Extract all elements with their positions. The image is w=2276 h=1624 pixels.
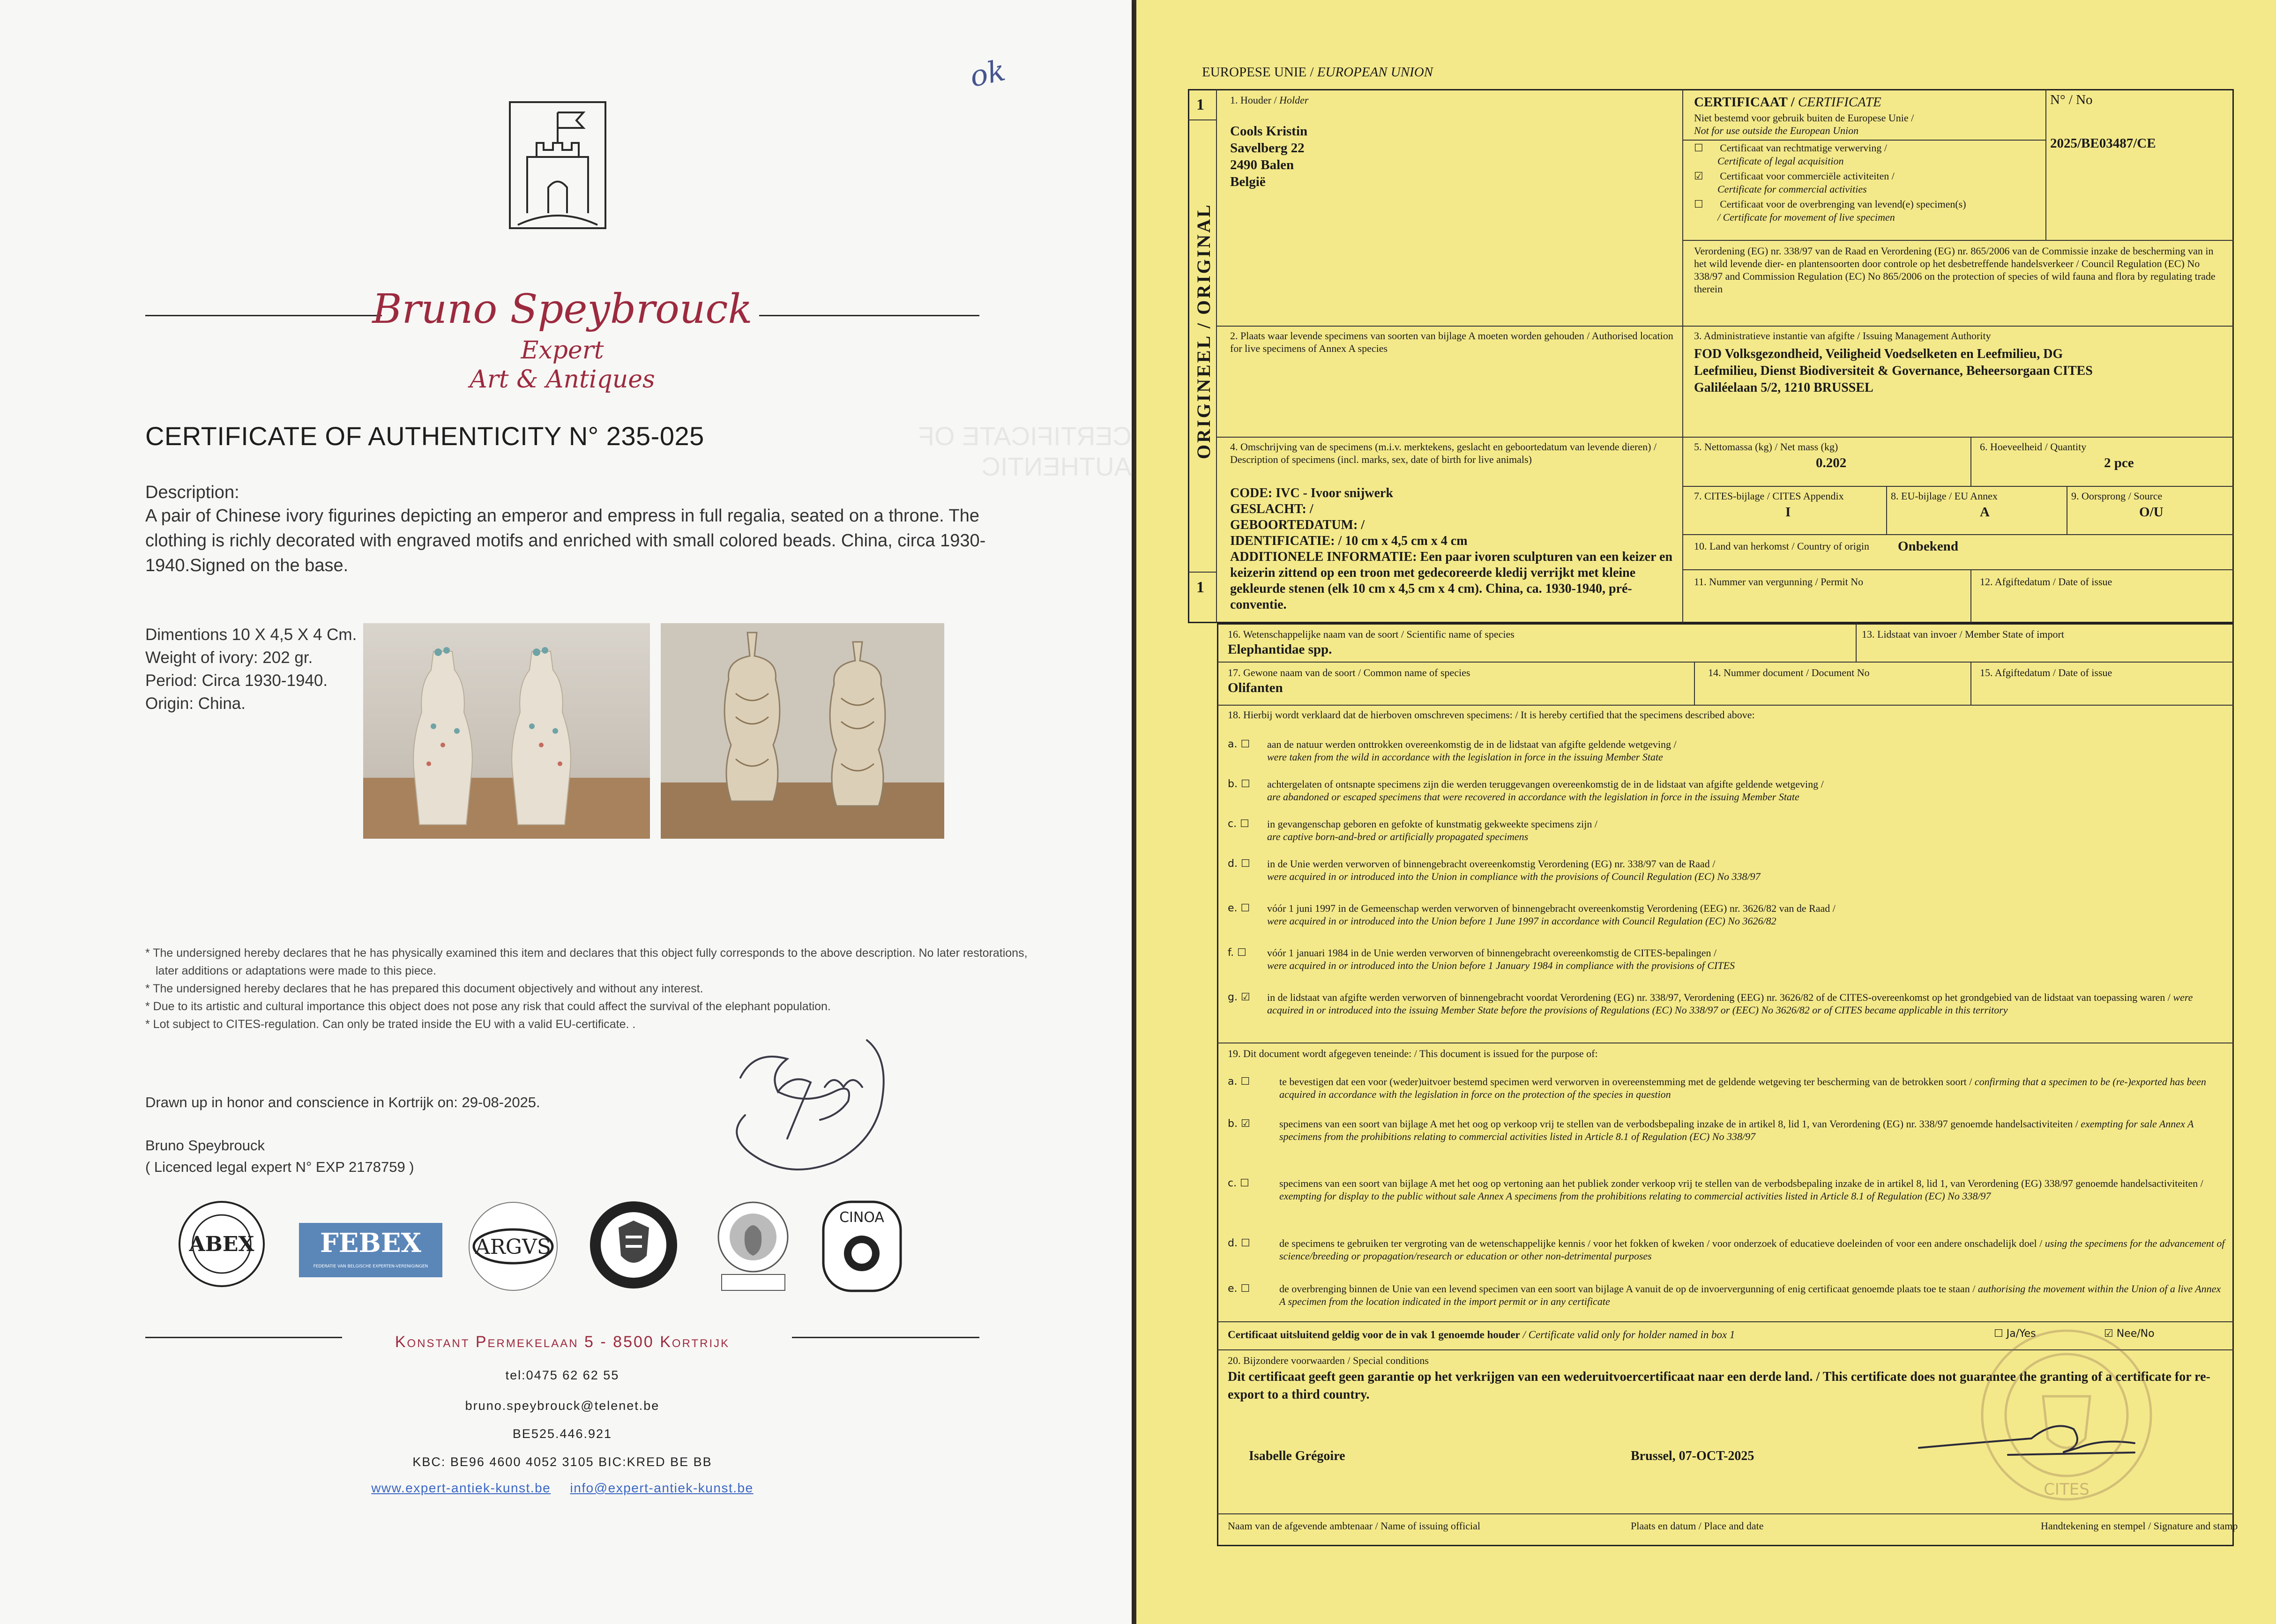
cinoa-logo-icon: [821, 1199, 903, 1293]
box-5-label: 5. Nettomassa (kg) / Net mass (kg): [1694, 441, 1838, 453]
box-18-e-en: were acquired in or introduced into the Union before 1 June 1997 in accordance with Council Regulation (EC) No 3626/82: [1267, 915, 1776, 927]
box-18-a-en: were taken from the wild in accordance with the legislation in force in the issuing Member State: [1267, 751, 1663, 763]
eu-header-nl: EUROPESE UNIE: [1202, 65, 1307, 80]
declaration-3: * Due to its artistic and cultural importance this object does not pose any risk that could affect the survival of the elephant population.: [145, 1000, 831, 1013]
box-17-label: 17. Gewone naam van de soort / Common name of species: [1228, 667, 1470, 678]
holder-street: Savelberg 22: [1230, 141, 1305, 156]
box-number-bottom: 1: [1196, 579, 1204, 596]
svg-text:CINOA: CINOA: [839, 1209, 884, 1226]
abex-logo-icon: [177, 1199, 266, 1289]
holder-label: [1230, 94, 1308, 106]
certificate-of-authenticity: [0, 0, 1132, 1624]
cert-title-rule: [1682, 140, 2045, 141]
box-18-label: 18. Hierbij wordt verklaard dat de hierboven omschreven specimens: / It is hereby certified that the specimens described above:: [1228, 709, 1755, 721]
stamp-bottom-text: CITES: [2044, 1480, 2089, 1499]
sig-label-signature: Handtekening en stempel / Signature and stamp: [2041, 1520, 2238, 1532]
svg-text:FEDERATIE VAN BELGISCHE EXPERT: FEDERATIE VAN BELGISCHE EXPERTEN-VERENIGINGEN: [313, 1264, 428, 1269]
box-11-rule: [1682, 569, 2234, 570]
box-8-label: 8. EU-bijlage / EU Annex: [1891, 490, 1998, 502]
authority-line-1: FOD Volksgezondheid, Veiligheid Voedselketen en Leefmilieu, DG: [1694, 347, 2063, 361]
footer-bank: KBC: BE96 4600 4052 3105 BIC:KRED BE BB: [412, 1455, 712, 1469]
box-18-rule: [1217, 705, 2234, 706]
issuing-official-name: Isabelle Grégoire: [1249, 1449, 1345, 1463]
box-3-label: 3. Administratieve instantie van afgifte / Issuing Management Authority: [1694, 330, 1991, 342]
cert-option-1: [1694, 142, 1887, 167]
brand-subtitle-art: Art & Antiques: [470, 365, 655, 394]
footer-links: [145, 1481, 979, 1496]
box-7-rule: [1682, 486, 2234, 487]
holder-label-en: Holder: [1279, 94, 1309, 106]
box-18-d-nl: in de Unie werden verworven of binnengebracht overeenkomstig Verordening (EG) nr. 338/97 van de Raad /: [1267, 858, 1716, 870]
box-19-a-nl: te bevestigen dat een voor (weder)uitvoer bestemd specimen werd verworven in overeenstemming met de geldende wetgeving ter bescherming van de betrokken soort /: [1279, 1076, 1972, 1088]
cert-option-1-checkbox[interactable]: ☐: [1694, 142, 1703, 154]
box-18-f-checkbox[interactable]: f. ☐: [1228, 947, 1246, 959]
box-14-label: 14. Nummer document / Document No: [1708, 667, 1870, 678]
issuing-authority: [1694, 346, 2093, 396]
box-2-label: 2. Plaats waar levende specimens van soorten van bijlage A moeten worden gehouden / Authorised location for live specimens of Annex A species: [1230, 330, 1673, 354]
box-19-b-checkbox[interactable]: b. ☑: [1228, 1118, 1250, 1130]
common-name: Olifanten: [1228, 680, 1283, 695]
net-mass: 0.202: [1816, 455, 1847, 470]
holder-name: Cools Kristin: [1230, 124, 1308, 139]
eu-annex: A: [1980, 505, 1990, 520]
side-column-rule: [1216, 89, 1217, 623]
box-4-label: 4. Omschrijving van de specimens (m.i.v. merktekens, geslacht en geboortedatum van levende dieren) / Description of specimens (incl. marks, sex, date of birth for live animals): [1230, 441, 1657, 465]
spec-period: Period: Circa 1930-1940.: [145, 671, 328, 690]
authority-line-2: Leefmilieu, Dienst Biodiversiteit & Governance, Beheersorgaan CITES: [1694, 364, 2093, 378]
desc-birthdate: GEBOORTEDATUM: /: [1230, 518, 1365, 532]
box-18-c-checkbox[interactable]: c. ☐: [1228, 818, 1249, 830]
box-19-d-nl: de specimens te gebruiken ter vergroting van de wetenschappelijke kennis / voor het fokken of kweken / voor onderzoek of educatieve doeleinden of voor een andere onschadelijk doel /: [1279, 1237, 2043, 1249]
febex-logo-icon: [299, 1223, 442, 1277]
box-11-label: 11. Nummer van vergunning / Permit No: [1694, 576, 1864, 588]
box-19-d-en: using the specimens for the advancement of science/breeding or propagation/research or education or other non-detrimental purposes: [1279, 1237, 2225, 1262]
validity-yes-checkbox[interactable]: ☐ Ja/Yes: [1994, 1328, 2036, 1340]
box-6-label: 6. Hoeveelheid / Quantity: [1980, 441, 2087, 453]
expert-license: ( Licenced legal expert N° EXP 2178759 ): [145, 1159, 414, 1175]
cert-not-outside: [1694, 112, 1914, 137]
desc-sex: GESLACHT: /: [1230, 502, 1313, 516]
association-logos: [173, 1199, 979, 1298]
specimen-description: [1230, 485, 1678, 613]
box-19-a-en: confirming that a specimen to be (re-)exported has been acquired in accordance with the legislation in force on the protection of the species in question: [1279, 1076, 2206, 1100]
holder-address: [1230, 123, 1307, 190]
handwritten-signature: [712, 1021, 909, 1185]
belgian-guild-logo-icon: [588, 1199, 679, 1291]
side-rule-2: [1188, 572, 1217, 573]
quantity: 2 pce: [2104, 455, 2134, 470]
box-18-f-nl: vóór 1 januari 1984 in de Unie werden verworven of binnengebracht overeenkomstig de CITES-bepalingen /: [1267, 947, 1717, 959]
eu-header-en: EUROPEAN UNION: [1317, 65, 1433, 80]
spec-weight: Weight of ivory: 202 gr.: [145, 648, 313, 667]
brand-header: [145, 286, 979, 337]
brand-name: Bruno Speybrouck: [372, 286, 753, 333]
sig-label-place: Plaats en datum / Place and date: [1631, 1520, 1764, 1532]
holder-country: België: [1230, 174, 1266, 189]
box-18-g-nl: in de lidstaat van afgifte werden verworven of binnengebracht voordat Verordening (EG) nr. 338/97, Verordening (EEG) nr. 3626/82 of de CITES-overeenkomst op het grondgebied van de lidstaat van toepassing waren /: [1267, 991, 2171, 1003]
footer-email: bruno.speybrouck@telenet.be: [465, 1399, 660, 1413]
box-11-12-divider: [1970, 569, 1971, 623]
box-18-d-en: were acquired in or introduced into the Union in compliance with the provisions of Council Regulation (EC) No 338/97: [1267, 871, 1761, 882]
declaration-4: * Lot subject to CITES-regulation. Can only be trated inside the EU with a valid EU-certificate. .: [145, 1018, 636, 1031]
brand-subtitle-expert: Expert: [521, 336, 604, 365]
description-text: A pair of Chinese ivory figurines depicting an emperor and empress in full regalia, seated on a throne. The clothing is richly decorated with engraved motifs and enriched with small colored beads. China, circa 1930-1940.Signed on the base.: [145, 506, 986, 575]
svg-text:FEBEX: FEBEX: [320, 1228, 421, 1259]
email-link[interactable]: info@expert-antiek-kunst.be: [570, 1481, 754, 1495]
cites-stamp-icon: [1978, 1326, 2156, 1504]
box-18-e-nl: vóór 1 juni 1997 in de Gemeenschap werden verworven of binnengebracht overeenkomstig Verordening (EEG) nr. 3626/82 van de Raad /: [1267, 902, 1836, 914]
box-4-rule: [1216, 437, 2234, 438]
box-20-label: 20. Bijzondere voorwaarden / Special conditions: [1228, 1355, 1429, 1366]
box-16-13-divider: [1856, 623, 1857, 662]
box-19-b-en: exempting for sale Annex A specimens from the prohibitions relating to commercial activities listed in Article 8.1 of Regulation (EC) No 338/97: [1279, 1118, 2194, 1142]
certificate-type-title: CERTIFICAAT / CERTIFICATE: [1694, 95, 1881, 110]
box-18-a-nl: aan de natuur werden onttrokken overeenkomstig de in de lidstaat van afgifte geldende wetgeving /: [1267, 738, 1677, 750]
box-10-rule: [1682, 534, 2234, 535]
box-18-c-en: are captive born-and-bred or artificially propagated specimens: [1267, 831, 1529, 842]
cert-option-3-checkbox[interactable]: ☐: [1694, 199, 1703, 210]
regulation-text: Verordening (EG) nr. 338/97 van de Raad en Verordening (EG) nr. 865/2006 van de Commissie inzake de bescherming van in het wild levende dier- en plantensoorten door controle op het desbetreffende handelsverkeer / Council Regulation (EC) No 338/97 and Commission Regulation (EC) No 865/2006 on the protection of species of wild fauna and flora by regulating trade therein: [1694, 245, 2216, 295]
authority-line-3: Galiléelaan 5/2, 1210 BRUSSEL: [1694, 380, 1873, 395]
cert-not-nl: Niet bestemd voor gebruik buiten de Europese Unie /: [1694, 112, 1914, 124]
syndicat-national-logo-icon: [712, 1199, 794, 1293]
box-10-label: 10. Land van herkomst / Country of origin: [1694, 540, 1869, 552]
cert-title-en: CERTIFICATE: [1798, 95, 1881, 110]
cites-eu-certificate: [1136, 0, 2276, 1624]
figurines-back-photo: [661, 623, 944, 839]
box-18-b-nl: achtergelaten of ontsnapte specimens zijn die werden teruggevangen overeenkomstig de in de lidstaat van afgifte geldende wetgeving /: [1267, 778, 1824, 790]
cert-option-2-nl: Certificaat voor commerciële activiteiten /: [1720, 170, 1895, 182]
desc-additional-info: ADDITIONELE INFORMATIE: Een paar ivoren sculpturen van een keizer en keizerin zittend op een troon met gedecoreerde kledij verrijkt met kleine gekleurde stenen (elk 10 cm x 4,5 cm x 4 cm). China, ca. 1930-1940, pré-conventie.: [1230, 550, 1673, 612]
cert-option-3: [1694, 198, 1966, 223]
validity-nl: Certificaat uitsluitend geldig voor de in vak 1 genoemde houder: [1228, 1329, 1520, 1341]
box-19-b-nl: specimens van een soort van bijlage A met het oog op verkoop vrij te stellen van de verbodsbepaling inzake de in artikel 8, lid 1, van Verordening (EG) nr. 338/97 genoemde handelsactiviteiten /: [1279, 1118, 2078, 1130]
box-19-c-en: exempting for display to the public without sale Annex A specimens from the prohibitions relating to commercial activities listed in Article 8.1 of Regulation (EC) No 338/97: [1279, 1190, 1991, 1202]
box-18-g-checkbox[interactable]: g. ☑: [1228, 991, 1250, 1003]
box-15-label: 15. Afgiftedatum / Date of issue: [1980, 667, 2112, 678]
spec-dimensions: Dimentions 10 X 4,5 X 4 Cm.: [145, 626, 357, 644]
scientific-name: Elephantidae spp.: [1228, 642, 1332, 657]
box-18-g-en: were acquired in or introduced into the issuing Member State before the provisions of Regulations (EC) No 338/97 or (EEC) No 3626/82 or of CITES became applicable in this territory: [1267, 991, 2193, 1016]
validity-no-checkbox[interactable]: ☑ Nee/No: [2104, 1328, 2155, 1340]
cert-option-1-en: Certificate of legal acquisition: [1717, 155, 1844, 167]
figurines-front-photo: [363, 623, 650, 839]
box-13-label: 13. Lidstaat van invoer / Member State of import: [1862, 628, 2064, 640]
side-rule-1: [1188, 119, 1217, 120]
special-conditions: Dit certificaat geeft geen garantie op het verkrijgen van een wederuitvoercertificaat naar een derde land. / This certificate does not guarantee the granting of a certificate for re-export to a third country.: [1228, 1370, 2210, 1402]
box-18-d-checkbox[interactable]: d. ☐: [1228, 858, 1250, 870]
box-7-label: 7. CITES-bijlage / CITES Appendix: [1694, 490, 1844, 502]
spec-origin: Origin: China.: [145, 694, 246, 713]
validity-note: [1228, 1328, 1735, 1341]
validity-en: / Certificate valid only for holder named in box 1: [1522, 1329, 1735, 1341]
expert-name: Bruno Speybrouck: [145, 1137, 265, 1154]
box-19-e-en: authorising the movement within the Union of a live Annex A specimen from the location indicated in the import permit or in any certificate: [1279, 1283, 2221, 1307]
column-divider: [1682, 89, 1683, 623]
cert-option-2: [1694, 170, 1895, 195]
box-19-e-nl: de overbrenging binnen de Unie van een levend specimen van een soort van bijlage A vanuit de op de invoervergunning of enig certificaat genoemde plaats toe te staan /: [1279, 1283, 1976, 1295]
original-side-label: ORIGINEEL / ORIGINAL: [1193, 203, 1214, 459]
svg-text:ARGVS: ARGVS: [475, 1235, 551, 1259]
cert-option-2-en: Certificate for commercial activities: [1717, 183, 1867, 195]
box-19-c-nl: specimens van een soort van bijlage A met het oog op vertoning aan het publiek zonder verkoop vrij te stellen van de verbodsbepaling inzake de in artikel 8, lid 1, van Verordening (EG) 338/97 genoemde handelsactiviteiten /: [1279, 1177, 2203, 1189]
certificate-number: 2025/BE03487/CE: [2050, 136, 2156, 151]
box-16-label: 16. Wetenschappelijke naam van de soort / Scientific name of species: [1228, 628, 1515, 640]
box-17-rule: [1217, 662, 2234, 663]
regulation-rule: [1682, 240, 2234, 241]
argvs-logo-icon: [466, 1199, 560, 1293]
cert-option-2-checkbox[interactable]: ☑: [1694, 171, 1703, 182]
box-number-top: 1: [1196, 96, 1204, 113]
box-19-c-checkbox[interactable]: c. ☐: [1228, 1177, 1249, 1189]
box-18-b-en: are abandoned or escaped specimens that were recovered in accordance with the legislation in force in the issuing Member State: [1267, 791, 1799, 803]
desc-code: CODE: IVC - Ivoor snijwerk: [1230, 486, 1393, 500]
no-column-divider: [2045, 89, 2046, 240]
cert-title-nl: CERTIFICAAT: [1694, 95, 1788, 110]
cert-option-3-en: / Certificate for movement of live specimen: [1717, 211, 1895, 223]
source: O/U: [2139, 505, 2164, 520]
declaration-2: * The undersigned hereby declares that he has prepared this document objectively and without any interest.: [145, 982, 703, 995]
description-label: Description:: [145, 483, 239, 502]
declarations: [145, 944, 1036, 1033]
box-18-a-checkbox[interactable]: a. ☐: [1228, 738, 1250, 750]
box-17-14-divider: [1694, 662, 1695, 705]
holder-city: 2490 Balen: [1230, 157, 1294, 172]
handwritten-ok-mark: ok: [967, 53, 1008, 94]
signature-row-rule: [1217, 1513, 2234, 1514]
box-9-label: 9. Oorsprong / Source: [2071, 490, 2163, 502]
cert-not-en: Not for use outside the European Union: [1694, 125, 1859, 136]
box-2-3-rule: [1216, 326, 2234, 327]
footer-vat: BE525.446.921: [512, 1427, 612, 1441]
abex-text: ABEX: [189, 1232, 254, 1256]
box-19-label: 19. Dit document wordt afgegeven teneinde: / This document is issued for the purpose of:: [1228, 1048, 1598, 1059]
castle-logo-icon: [508, 101, 607, 230]
specifications: [145, 623, 357, 715]
box-12-label: 12. Afgiftedatum / Date of issue: [1980, 576, 2112, 588]
expert-signature-block: [145, 1135, 414, 1178]
box-14-15-divider: [1970, 662, 1971, 705]
box-18-e-checkbox[interactable]: e. ☐: [1228, 902, 1250, 914]
website-link[interactable]: www.expert-antiek-kunst.be: [371, 1481, 551, 1495]
footer-phone: tel:0475 62 62 55: [505, 1368, 619, 1382]
no-label: N° / No: [2050, 92, 2093, 107]
desc-identification: IDENTIFICATIE: / 10 cm x 4,5 cm x 4 cm: [1230, 534, 1468, 548]
box-18-b-checkbox[interactable]: b. ☐: [1228, 778, 1250, 790]
certificate-title: CERTIFICATE OF AUTHENTICITY N° 235-025: [145, 421, 704, 451]
cert-option-3-nl: Certificaat voor de overbrenging van levend(e) specimen(s): [1720, 198, 1966, 210]
box-19-d-checkbox[interactable]: d. ☐: [1228, 1237, 1250, 1249]
box-19-e-checkbox[interactable]: e. ☐: [1228, 1283, 1250, 1295]
cert-option-1-nl: Certificaat van rechtmatige verwerving /: [1720, 142, 1887, 154]
validity-rule: [1217, 1321, 2234, 1322]
box-7-8-divider: [1886, 486, 1887, 534]
place-and-date: Brussel, 07-OCT-2025: [1631, 1449, 1754, 1463]
box-5-6-divider: [1970, 437, 1971, 486]
box-18-c-nl: in gevangenschap geboren en gefokte of kunstmatig gekweekte specimens zijn /: [1267, 818, 1597, 830]
declaration-1: * The undersigned hereby declares that he has physically examined this item and declares that this object fully corresponds to the above description. No later restorations, later additions or adaptations were made to this piece.: [145, 946, 1028, 977]
cites-appendix: I: [1785, 505, 1791, 520]
eu-header: EUROPESE UNIE / EUROPEAN UNION: [1202, 65, 1433, 80]
holder-label-nl: 1. Houder /: [1230, 94, 1277, 106]
show-through-text: CERTIFICATE OF AUTHENTIC: [918, 421, 1132, 481]
footer-address: Konstant Permekelaan 5 - 8500 Kortrijk: [395, 1333, 730, 1351]
drawn-up-statement: Drawn up in honor and conscience in Kortrijk on: 29-08-2025.: [145, 1094, 540, 1110]
box-18-f-en: were acquired in or introduced into the Union before 1 January 1984 in compliance with the provisions of CITES: [1267, 960, 1735, 971]
country-of-origin: Onbekend: [1898, 539, 1958, 554]
sig-label-name: Naam van de afgevende ambtenaar / Name of issuing official: [1228, 1520, 1480, 1532]
box-19-a-checkbox[interactable]: a. ☐: [1228, 1076, 1250, 1088]
